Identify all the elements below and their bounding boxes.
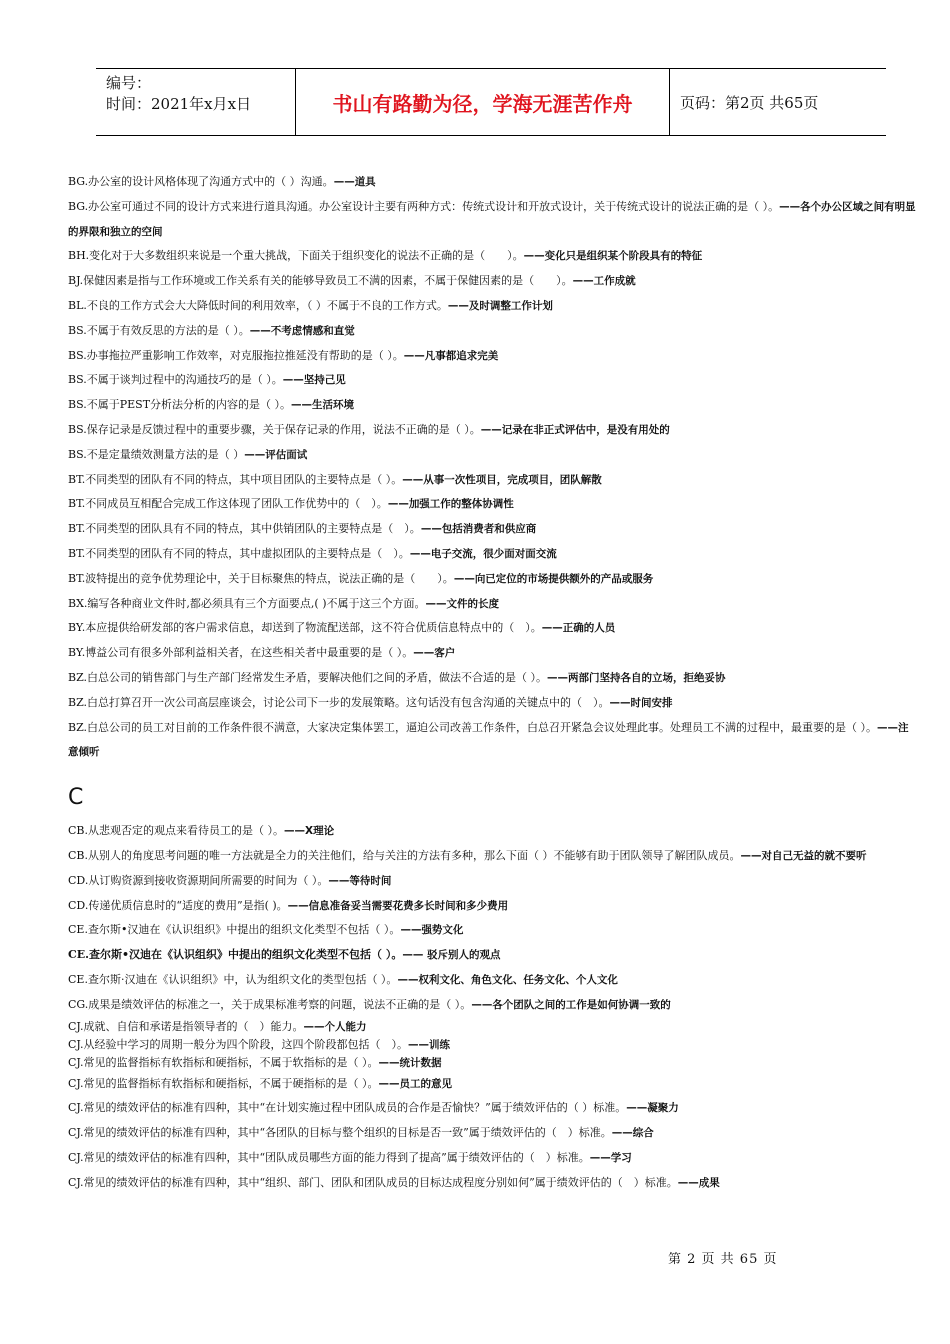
answer-text: ——变化只是组织某个阶段具有的特征 bbox=[523, 250, 703, 263]
answer-text: ——个人能力 bbox=[303, 1020, 367, 1033]
question-text: CJ.常见的绩效评估的标准有四种，其中“各团队的目标与整个组织的目标是否一致”属于绩效评估的（ ）标准。 bbox=[68, 1126, 612, 1140]
question-text: BZ.白总公司的销售部门与生产部门经常发生矛盾，要解决他们之间的矛盾，做法不合适的是（ ）。 bbox=[68, 670, 548, 684]
entries-b bbox=[68, 170, 916, 765]
question-text: BS.不属于有效反思的方法的是（ ）。 bbox=[68, 323, 250, 337]
question-entry bbox=[68, 195, 916, 245]
question-text: BX.编写各种商业文件时,都必须具有三个方面要点,( )不属于这三个方面。 bbox=[68, 596, 426, 610]
question-entry bbox=[68, 616, 916, 641]
answer-text: ——凡事都追求完美 bbox=[403, 349, 499, 362]
answer-text: ——评估面试 bbox=[244, 448, 308, 461]
answer-text: ——注意倾听 bbox=[68, 721, 909, 759]
entries-c bbox=[68, 819, 916, 1195]
question-text: BG.办公室可通过不同的设计方式来进行道具沟通。办公室设计主要有两种方式：传统式设计和开放式设计，关于传统式设计的说法正确的是（ ）。 bbox=[68, 199, 780, 213]
answer-text: ——从事一次性项目，完成项目，团队解散 bbox=[402, 473, 602, 486]
question-entry bbox=[68, 1096, 916, 1121]
answer-text: ——统计数据 bbox=[378, 1056, 442, 1069]
question-entry bbox=[68, 716, 916, 766]
answer-text: ——两部门坚持各自的立场，拒绝妥协 bbox=[547, 671, 726, 684]
question-entry bbox=[68, 269, 916, 294]
question-entry bbox=[68, 1121, 916, 1146]
question-text: CB.从悲观否定的观点来看待员工的是（ ）。 bbox=[68, 824, 284, 838]
question-text: CG.成果是绩效评估的标准之一，关于成果标准考察的问题，说法不正确的是（ ）。 bbox=[68, 997, 472, 1011]
answer-text: ——及时调整工作计划 bbox=[447, 299, 553, 312]
answer-text: ——等待时间 bbox=[328, 874, 392, 887]
question-text: BS.不属于谈判过程中的沟通技巧的是（ ）。 bbox=[68, 373, 283, 387]
question-entry bbox=[68, 1171, 916, 1196]
question-entry bbox=[68, 691, 916, 716]
question-text: CJ.常见的绩效评估的标准有四种，其中“团队成员哪些方面的能力得到了提高”属于绩效评估的（ ）标准。 bbox=[68, 1150, 590, 1164]
question-text: BT.波特提出的竞争优势理论中，关于目标聚焦的特点，说法正确的是（ ）。 bbox=[68, 571, 454, 585]
question-entry bbox=[68, 943, 916, 968]
question-text: BZ.白总公司的员工对目前的工作条件很不满意，大家决定集体罢工，逼迫公司改善工作条件，白总召开紧急会议处理此事。处理员工不满的过程中，最重要的是（ ）。 bbox=[68, 720, 878, 734]
question-text: CD.从订购资源到接收资源期间所需要的时间为（ ）。 bbox=[68, 873, 329, 887]
page-header bbox=[96, 68, 886, 136]
answer-text: ——包括消费者和供应商 bbox=[420, 523, 537, 536]
question-entry bbox=[68, 393, 916, 418]
number-label: 编号： bbox=[106, 74, 152, 92]
question-text: BT.不同成员互相配合完成工作这体现了团队工作优势中的（ ）。 bbox=[68, 497, 388, 511]
question-entry bbox=[68, 918, 916, 943]
question-text: BJ.保健因素是指与工作环境或工作关系有关的能够导致员工不满的因素，不属于保健因素的是（ ）。 bbox=[68, 274, 573, 288]
answer-text: ——正确的人员 bbox=[541, 622, 616, 635]
question-text: CJ.成就、自信和承诺是指领导者的（ ）能力。 bbox=[68, 1019, 304, 1033]
question-entry bbox=[68, 1072, 916, 1097]
answer-text: ——凝聚力 bbox=[626, 1102, 679, 1115]
question-entry bbox=[68, 1018, 916, 1036]
answer-text: ——训练 bbox=[407, 1038, 450, 1051]
question-text: CB.从别人的角度思考问题的唯一方法就是全力的关注他们，给与关注的方法有多种，那么下面（ ）不能够有助于团队领导了解团队成员。 bbox=[68, 848, 741, 862]
question-entry bbox=[68, 468, 916, 493]
question-text: BS.不是定量绩效测量方法的是（ ） bbox=[68, 447, 245, 461]
question-entry bbox=[68, 319, 916, 344]
question-entry bbox=[68, 294, 916, 319]
question-text: CE.查尔斯•汉迪在《认识组织》中提出的组织文化类型不包括（ ）。 bbox=[68, 948, 403, 962]
question-entry bbox=[68, 517, 916, 542]
answer-text: ——加强工作的整体协调性 bbox=[387, 498, 514, 511]
question-text: CJ.从经验中学习的周期一般分为四个阶段，这四个阶段都包括（ ）。 bbox=[68, 1037, 408, 1051]
question-text: BT.不同类型的团队有不同的特点，其中项目团队的主要特点是（ ）。 bbox=[68, 472, 403, 486]
answer-text: ——生活环境 bbox=[291, 399, 355, 412]
question-entry bbox=[68, 1036, 916, 1054]
answer-text: ——不考虑情感和直觉 bbox=[249, 324, 355, 337]
question-entry bbox=[68, 1146, 916, 1171]
time-label: 时间：2021年x月x日 bbox=[106, 95, 252, 113]
answer-text: ——时间安排 bbox=[609, 696, 673, 709]
question-text: CE.查尔斯·汉迪在《认识组织》中，认为组织文化的类型包括（ ）。 bbox=[68, 972, 398, 986]
answer-text: ——X理论 bbox=[284, 825, 335, 838]
answer-text: ——各个团队之间的工作是如何协调一致的 bbox=[471, 998, 671, 1011]
question-text: BS.不属于PEST分析法分析的内容的是（ ）。 bbox=[68, 398, 292, 412]
question-text: BS.办事拖拉严重影响工作效率，对克服拖拉推延没有帮助的是（ ）。 bbox=[68, 348, 404, 362]
answer-text: —— 驳斥别人的观点 bbox=[402, 949, 501, 962]
question-text: CJ.常见的监督指标有软指标和硬指标，不属于软指标的是（ ）。 bbox=[68, 1055, 379, 1069]
answer-text: ——客户 bbox=[413, 647, 456, 660]
answer-text: ——记录在非正式评估中，是没有用处的 bbox=[480, 423, 670, 436]
answer-text: ——成果 bbox=[677, 1176, 720, 1189]
question-entry bbox=[68, 443, 916, 468]
question-text: BS.保存记录是反馈过程中的重要步骤，关于保存记录的作用，说法不正确的是（ ）。 bbox=[68, 422, 481, 436]
question-text: BG.办公室的设计风格体现了沟通方式中的（ ）沟通。 bbox=[68, 175, 334, 188]
answer-text: ——电子交流，很少面对面交流 bbox=[409, 547, 557, 560]
question-entry bbox=[68, 344, 916, 369]
answer-text: ——学习 bbox=[589, 1151, 632, 1164]
answer-text: ——对自己无益的就不要听 bbox=[740, 849, 867, 862]
question-text: CD.传递优质信息时的“适度的费用”是指( )。 bbox=[68, 898, 288, 912]
question-text: CJ.常见的绩效评估的标准有四种，其中“在计划实施过程中团队成员的合作是否愉快？”属于绩效评估的（ ）标准。 bbox=[68, 1101, 627, 1115]
answer-text: ——道具 bbox=[333, 176, 376, 188]
question-entry bbox=[68, 666, 916, 691]
question-text: CE.查尔斯•汉迪在《认识组织》中提出的组织文化类型不包括（ ）。 bbox=[68, 923, 401, 937]
header-meta bbox=[96, 69, 296, 135]
page-footer: 第 2 页 共 65 页 bbox=[668, 1252, 778, 1267]
section-heading-c: C bbox=[68, 785, 84, 811]
question-entry bbox=[68, 418, 916, 443]
question-entry bbox=[68, 170, 916, 195]
header-page-label: 页码：第2页 共65页 bbox=[680, 93, 819, 112]
question-text: BH.变化对于大多数组织来说是一个重大挑战，下面关于组织变化的说法不正确的是（ ）。 bbox=[68, 249, 524, 263]
answer-text: ——综合 bbox=[611, 1127, 654, 1140]
answer-text: ——文件的长度 bbox=[425, 597, 499, 610]
question-text: BL.不良的工作方式会大大降低时间的利用效率，（ ）不属于不良的工作方式。 bbox=[68, 298, 448, 312]
question-entry bbox=[68, 641, 916, 666]
question-entry bbox=[68, 492, 916, 517]
answer-text: ——坚持己见 bbox=[282, 374, 346, 387]
question-entry bbox=[68, 567, 916, 592]
question-entry bbox=[68, 368, 916, 393]
question-text: CJ.常见的监督指标有软指标和硬指标，不属于硬指标的是（ ）。 bbox=[68, 1076, 379, 1090]
answer-text: ——员工的意见 bbox=[378, 1077, 452, 1090]
answer-text: ——强势文化 bbox=[400, 924, 464, 937]
question-entry bbox=[68, 592, 916, 617]
answer-text: ——权利文化、角色文化、任务文化、个人文化 bbox=[397, 973, 618, 986]
answer-text: ——向已定位的市场提供额外的产品或服务 bbox=[453, 572, 654, 585]
question-text: BY.本应提供给研发部的客户需求信息，却送到了物流配送部，这不符合优质信息特点中的（ ）。 bbox=[68, 621, 542, 635]
question-entry bbox=[68, 993, 916, 1018]
question-entry bbox=[68, 968, 916, 993]
question-entry bbox=[68, 844, 916, 869]
question-text: BT.不同类型的团队具有不同的特点，其中供销团队的主要特点是（ ）。 bbox=[68, 522, 421, 536]
answer-text: ——信息准备妥当需要花费多长时间和多少费用 bbox=[287, 899, 509, 912]
document-body bbox=[68, 170, 916, 1195]
question-text: BZ.白总打算召开一次公司高层座谈会，讨论公司下一步的发展策略。这句话没有包含沟通的关键点中的（ ）。 bbox=[68, 695, 610, 709]
question-text: BY.博益公司有很多外部利益相关者，在这些相关者中最重要的是（ ）。 bbox=[68, 646, 414, 660]
question-entry bbox=[68, 894, 916, 919]
question-entry bbox=[68, 1054, 916, 1072]
header-motto: 书山有路勤为径，学海无涯苦作舟 bbox=[296, 69, 670, 135]
answer-text: ——工作成就 bbox=[572, 275, 636, 288]
question-text: CJ.常见的绩效评估的标准有四种，其中“组织、部门、团队和团队成员的目标达成程度分别如何”属于绩效评估的（ ）标准。 bbox=[68, 1175, 678, 1189]
question-entry bbox=[68, 819, 916, 844]
question-entry bbox=[68, 542, 916, 567]
question-entry bbox=[68, 869, 916, 894]
answer-text: ——各个办公区域之间有明显的界限和独立的空间 bbox=[68, 200, 916, 238]
question-entry bbox=[68, 244, 916, 269]
question-text: BT.不同类型的团队有不同的特点，其中虚拟团队的主要特点是（ ）。 bbox=[68, 546, 410, 560]
